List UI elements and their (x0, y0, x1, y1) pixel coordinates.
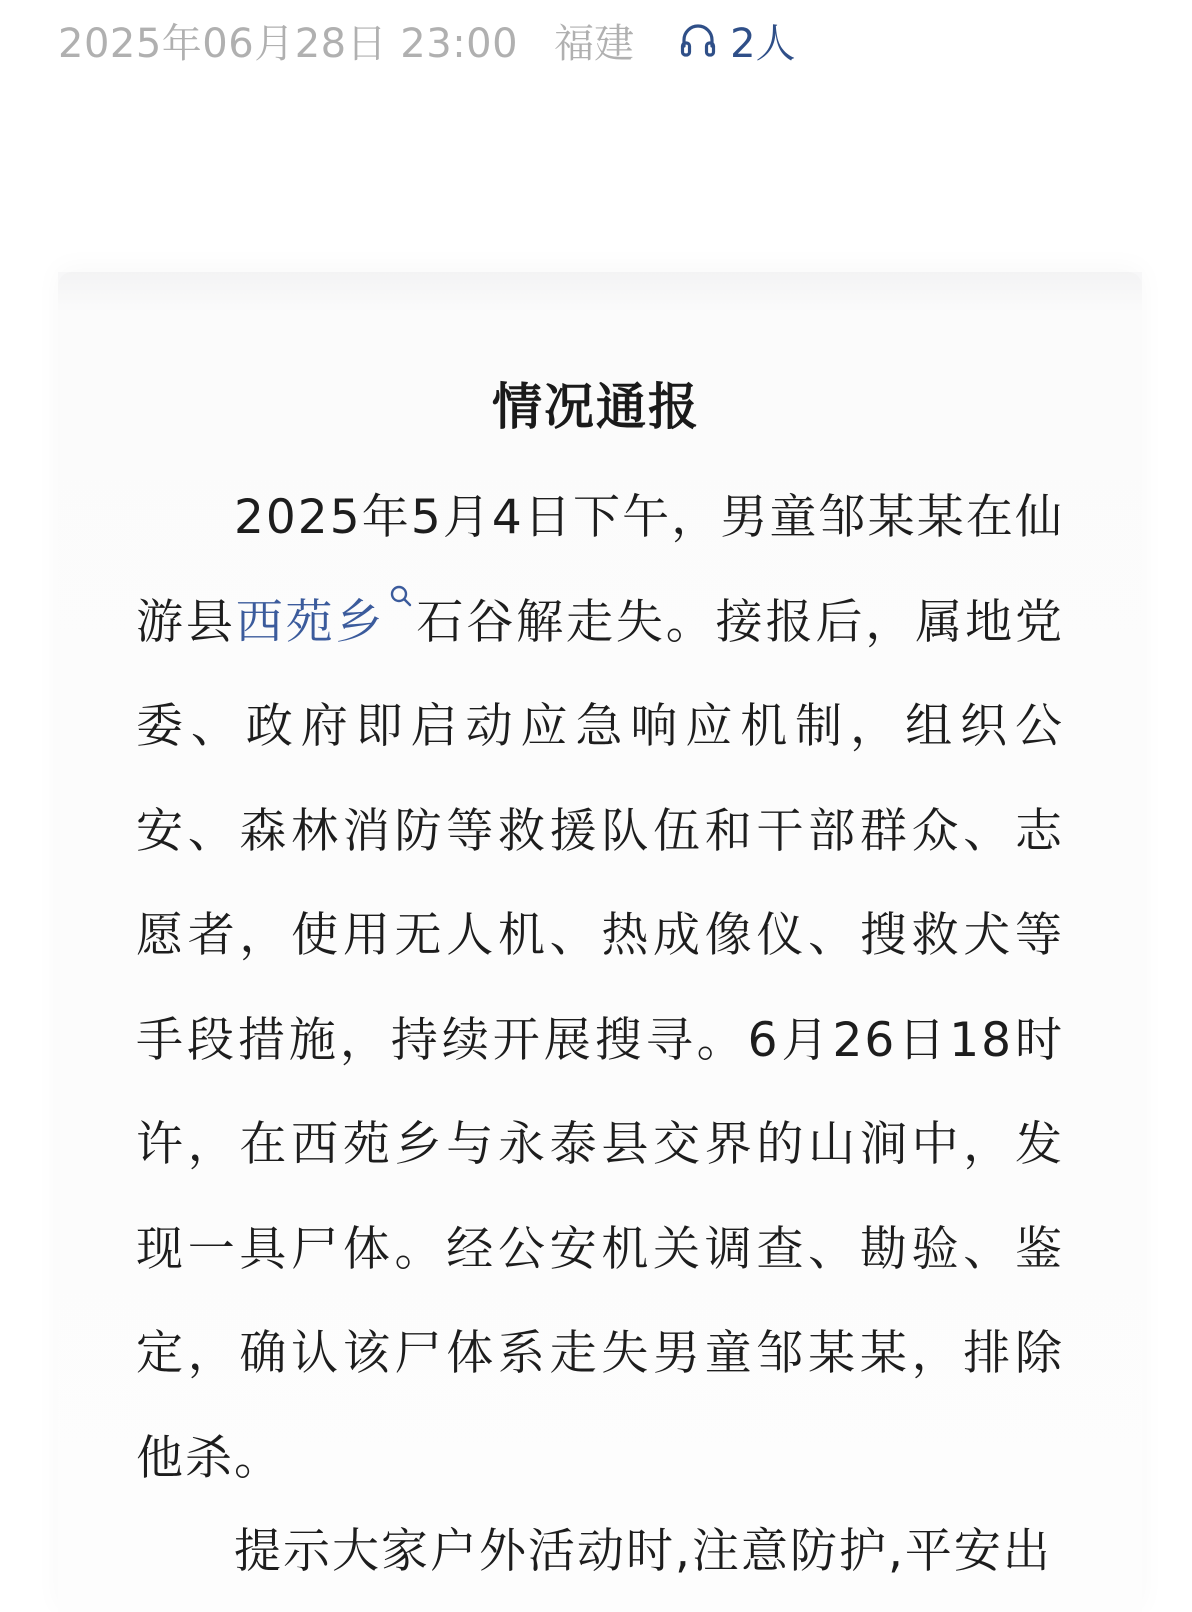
listeners-count-button[interactable] (678, 12, 795, 69)
notice-paragraph (136, 466, 1064, 1511)
safety-tip: 提示大家户外活动时,注意防护,平安出 (234, 1524, 1052, 1579)
search-icon[interactable] (389, 584, 413, 608)
place-search-link[interactable]: 西苑乡 (235, 594, 386, 650)
notice-body (136, 466, 1064, 1511)
paragraph-text-rest: 石谷解走失。接报后，属地党委、政府即启动应急响应机制，组织公安、森林消防等救援队伍和干部群众、志愿者，使用无人机、热成像仪、搜救犬等手段措施，持续开展搜寻。6月26日18时许，在西苑乡与永泰县交界的山涧中，发现一具尸体。经公安机关调查、勘验、鉴定，确认该尸体系走失男童邹某某，排除他杀。 (136, 594, 1065, 1486)
publish-datetime: 2025年06月28日 23:00 (58, 20, 519, 67)
notice-title: 情况通报 (492, 378, 700, 436)
headphones-icon (678, 20, 718, 60)
paragraph-text-start: 2025年5月4日下午，男童邹某某在仙游县 (136, 490, 1064, 650)
listeners-count: 2人 (730, 20, 796, 67)
article-meta (58, 14, 796, 66)
region-tag: 福建 (554, 20, 635, 67)
